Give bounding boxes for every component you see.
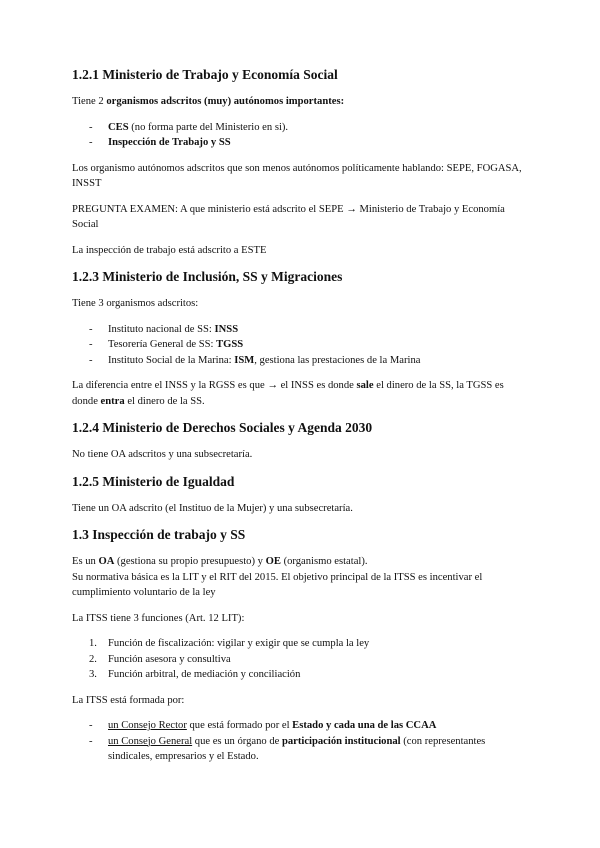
list-item: 3. Función arbitral, de mediación y conciliación bbox=[89, 669, 301, 680]
list-item: - un Consejo Rector que está formado por el Estado y cada una de las CCAA bbox=[89, 720, 437, 731]
list-item: - Inspección de Trabajo y SS bbox=[89, 137, 231, 148]
heading-1-2-3: 1.2.3 Ministerio de Inclusión, SS y Migraciones bbox=[72, 269, 343, 284]
document-page bbox=[72, 66, 532, 765]
heading-1-2-4: 1.2.4 Ministerio de Derechos Sociales y Agenda 2030 bbox=[72, 420, 373, 435]
list-1-2-3 bbox=[72, 322, 532, 369]
list-item: - Tesorería General de SS: TGSS bbox=[89, 339, 244, 350]
paragraph: Es un OA (gestiona su propio presupuesto) y OE (organismo estatal). bbox=[72, 556, 368, 567]
list-1-2-1 bbox=[72, 120, 532, 151]
paragraph: Su normativa básica es la LIT y el RIT del 2015. El objetivo principal de la ITSS es incentivar el cumplimiento voluntario de la ley bbox=[72, 571, 483, 598]
paragraph: Los organismo autónomos adscritos que son menos autónomos políticamente hablando: SEPE, FOGASA, INSST bbox=[72, 162, 522, 189]
intro-1-2-1: Tiene 2 organismos adscritos (muy) autónomos importantes: bbox=[72, 96, 345, 107]
list-item: 1. Función de fiscalización: vigilar y exigir que se cumpla la ley bbox=[89, 638, 370, 649]
paragraph: La diferencia entre el INSS y la RGSS es que → el INSS es donde sale el dinero de la SS, la TGSS es donde entra el dinero de la SS. bbox=[72, 380, 504, 407]
list-item: 2. Función asesora y consultiva bbox=[89, 653, 231, 665]
paragraph: La ITSS está formada por: bbox=[72, 694, 185, 706]
list-item: - un Consejo General que es un órgano de participación institucional (con representantes sindicales, empresarios y el Estado. bbox=[89, 735, 486, 762]
list-1-3 bbox=[72, 718, 532, 765]
paragraph: Tiene 3 organismos adscritos: bbox=[72, 298, 199, 309]
list-item: - Instituto Social de la Marina: ISM, gestiona las prestaciones de la Marina bbox=[89, 354, 421, 366]
paragraph: No tiene OA adscritos y una subsecretaría. bbox=[72, 449, 253, 460]
functions-list bbox=[72, 636, 532, 683]
heading-1-2-1: 1.2.1 Ministerio de Trabajo y Economía Social bbox=[72, 67, 338, 82]
paragraph: La ITSS tiene 3 funciones (Art. 12 LIT): bbox=[72, 612, 245, 624]
heading-1-3: 1.3 Inspección de trabajo y SS bbox=[72, 527, 246, 542]
paragraph: Tiene un OA adscrito (el Instituo de la Mujer) y una subsecretaría. bbox=[72, 502, 353, 514]
list-item: - CES (no forma parte del Ministerio en si). bbox=[89, 121, 289, 133]
list-item: - Instituto nacional de SS: INSS bbox=[89, 323, 239, 335]
paragraph: PREGUNTA EXAMEN: A que ministerio está adscrito el SEPE → Ministerio de Trabajo y Economía Social bbox=[72, 203, 505, 230]
paragraph: La inspección de trabajo está adscrito a ESTE bbox=[72, 244, 267, 256]
heading-1-2-5: 1.2.5 Ministerio de Igualdad bbox=[72, 473, 235, 489]
